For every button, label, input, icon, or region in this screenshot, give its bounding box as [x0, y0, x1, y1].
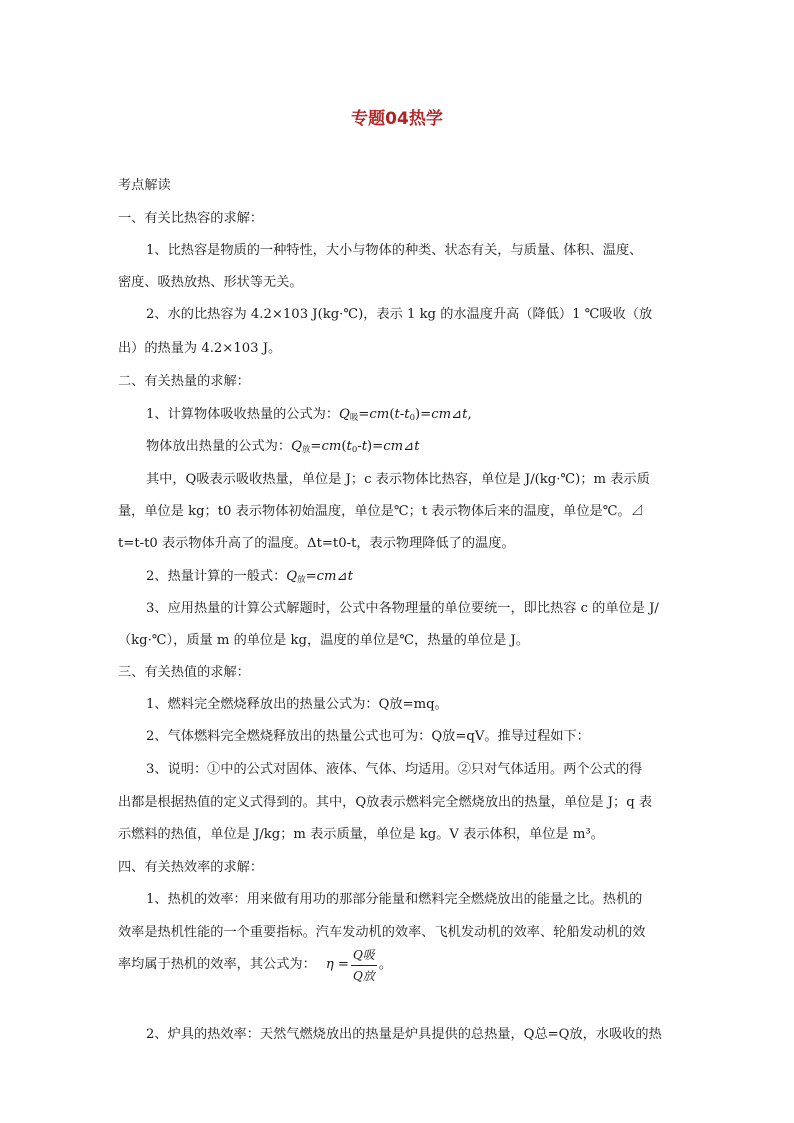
page-title: 专题04热学 — [351, 109, 443, 129]
formula-label: 2、热量计算的一般式： — [146, 569, 287, 584]
section-2-heading: 二、有关热量的求解： — [118, 374, 250, 389]
formula-label: 物体放出热量的公式为： — [146, 439, 292, 454]
formula-label: 1、计算物体吸收热量的公式为： — [146, 407, 340, 422]
s1-paragraph-2-line-1: 2、水的比热容为 4.2×103 J(kg·℃)，表示 1 kg 的水温度升高（降低）1 ℃吸收（放 — [146, 307, 653, 322]
s2-paragraph-3-line-1: 3、应用热量的计算公式解题时，公式中各物理量的单位要统一，即比热容 c 的单位是 J/ — [146, 601, 659, 616]
intro-heading: 考点解读 — [118, 178, 171, 193]
s2-formula-release: 物体放出热量的公式为：$Q_放=cm(t_0-t)=cm⊿t$ — [146, 439, 420, 455]
section-3-heading: 三、有关热值的求解： — [118, 665, 250, 680]
fraction-denominator: Q放 — [352, 968, 375, 983]
formula-end: 。 — [378, 957, 392, 972]
s3-paragraph-3-line-1: 3、说明：①中的公式对固体、液体、气体、均适用。②只对气体适用。两个公式的得 — [146, 762, 643, 777]
s1-paragraph-2-line-2: 出）的热量为 4.2×103 J。 — [118, 341, 282, 356]
formula-label: 率均属于热机的效率，其公式为： — [118, 957, 316, 972]
s3-paragraph-2: 2、气体燃料完全燃烧释放出的热量公式也可为：Q放=qV。推导过程如下： — [146, 729, 590, 744]
eta-symbol: η = — [325, 957, 349, 972]
s4-efficiency-formula — [118, 940, 392, 990]
fraction-numerator: Q吸 — [351, 946, 377, 966]
s2-general-formula: 2、热量计算的一般式：$Q_放=cm⊿t$ — [146, 569, 353, 585]
s4-paragraph-1-line-1: 1、热机的效率：用来做有用功的那部分能量和燃料完全燃烧放出的能量之比。热机的 — [146, 892, 643, 907]
s4-paragraph-2: 2、炉具的热效率：天然气燃烧放出的热量是炉具提供的总热量，Q总=Q放，水吸收的热 — [146, 1027, 662, 1042]
s2-where-line-1: 其中，Q吸表示吸收热量，单位是 J；c 表示物体比热容，单位是 J/(kg·℃)；m 表示质 — [146, 472, 650, 487]
s2-where-line-2: 量，单位是 kg；t0 表示物体初始温度，单位是℃；t 表示物体后来的温度，单位是℃。⊿ — [118, 504, 644, 519]
s2-paragraph-3-line-2: （kg·℃），质量 m 的单位是 kg，温度的单位是℃，热量的单位是 J。 — [118, 633, 530, 648]
s3-paragraph-1: 1、燃料完全燃烧释放出的热量公式为：Q放=mq。 — [146, 697, 448, 712]
s3-paragraph-3-line-2: 出都是根据热值的定义式得到的。其中，Q放表示燃料完全燃烧放出的热量，单位是 J；q 表 — [118, 795, 653, 810]
s1-paragraph-1-line-2: 密度、吸热放热、形状等无关。 — [118, 275, 303, 290]
section-4-heading: 四、有关热效率的求解： — [118, 860, 264, 875]
section-1-heading: 一、有关比热容的求解： — [118, 211, 264, 226]
s2-formula-absorb: 1、计算物体吸收热量的公式为：$Q_吸=cm(t-t_0)=cm⊿t$, — [146, 407, 472, 423]
s4-paragraph-1-line-2: 效率是热机性能的一个重要指标。汽车发动机的效率、飞机发动机的效率、轮船发动机的效 — [118, 925, 646, 940]
s1-paragraph-1-line-1: 1、比热容是物质的一种特性，大小与物体的种类、状态有关，与质量、体积、温度、 — [146, 243, 643, 258]
s2-where-line-3: t=t-t0 表示物体升高了的温度。Δt=t0-t，表示物理降低了的温度。 — [118, 536, 515, 551]
efficiency-fraction — [351, 946, 377, 985]
s3-paragraph-3-line-3: 示燃料的热值，单位是 J/kg；m 表示质量，单位是 kg。V 表示体积，单位是 m³。 — [118, 827, 604, 842]
